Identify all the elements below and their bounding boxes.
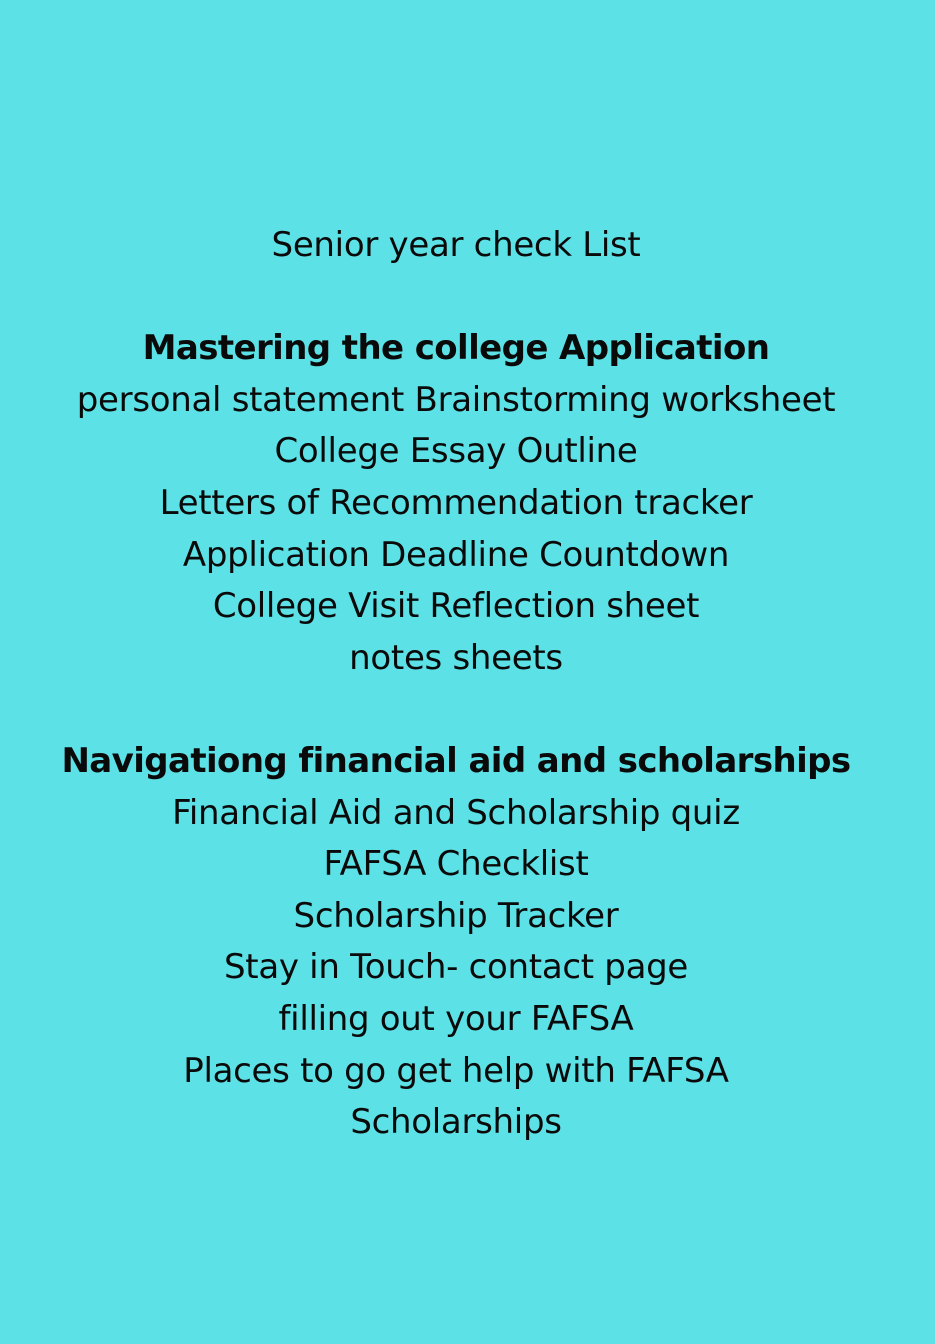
list-item: Stay in Touch- contact page — [224, 947, 688, 988]
list-item: Financial Aid and Scholarship quiz — [172, 792, 740, 833]
section-financial-aid — [0, 736, 912, 1149]
list-item: College Visit Reflection sheet — [212, 586, 700, 627]
list-item: Scholarship Tracker — [293, 895, 619, 936]
list-item: Letters of Recommendation tracker — [159, 482, 753, 523]
section-item-list — [0, 375, 912, 685]
list-item: College Essay Outline — [274, 431, 638, 472]
list-item: Places to go get help with FAFSA — [183, 1050, 729, 1091]
list-item: filling out your FAFSA — [278, 998, 634, 1039]
list-item: Application Deadline Countdown — [182, 534, 730, 575]
list-item: notes sheets — [349, 637, 563, 678]
section-heading: Navigationg financial aid and scholarships — [61, 740, 851, 781]
section-item-list — [0, 788, 912, 1149]
list-item: personal statement Brainstorming worksheet — [76, 379, 836, 420]
list-item: FAFSA Checklist — [323, 844, 589, 885]
section-college-application — [0, 323, 912, 684]
list-item: Scholarships — [350, 1102, 562, 1143]
section-heading: Mastering the college Application — [142, 328, 770, 369]
checklist-content — [0, 220, 912, 1149]
page-title: Senior year check List — [271, 225, 641, 265]
